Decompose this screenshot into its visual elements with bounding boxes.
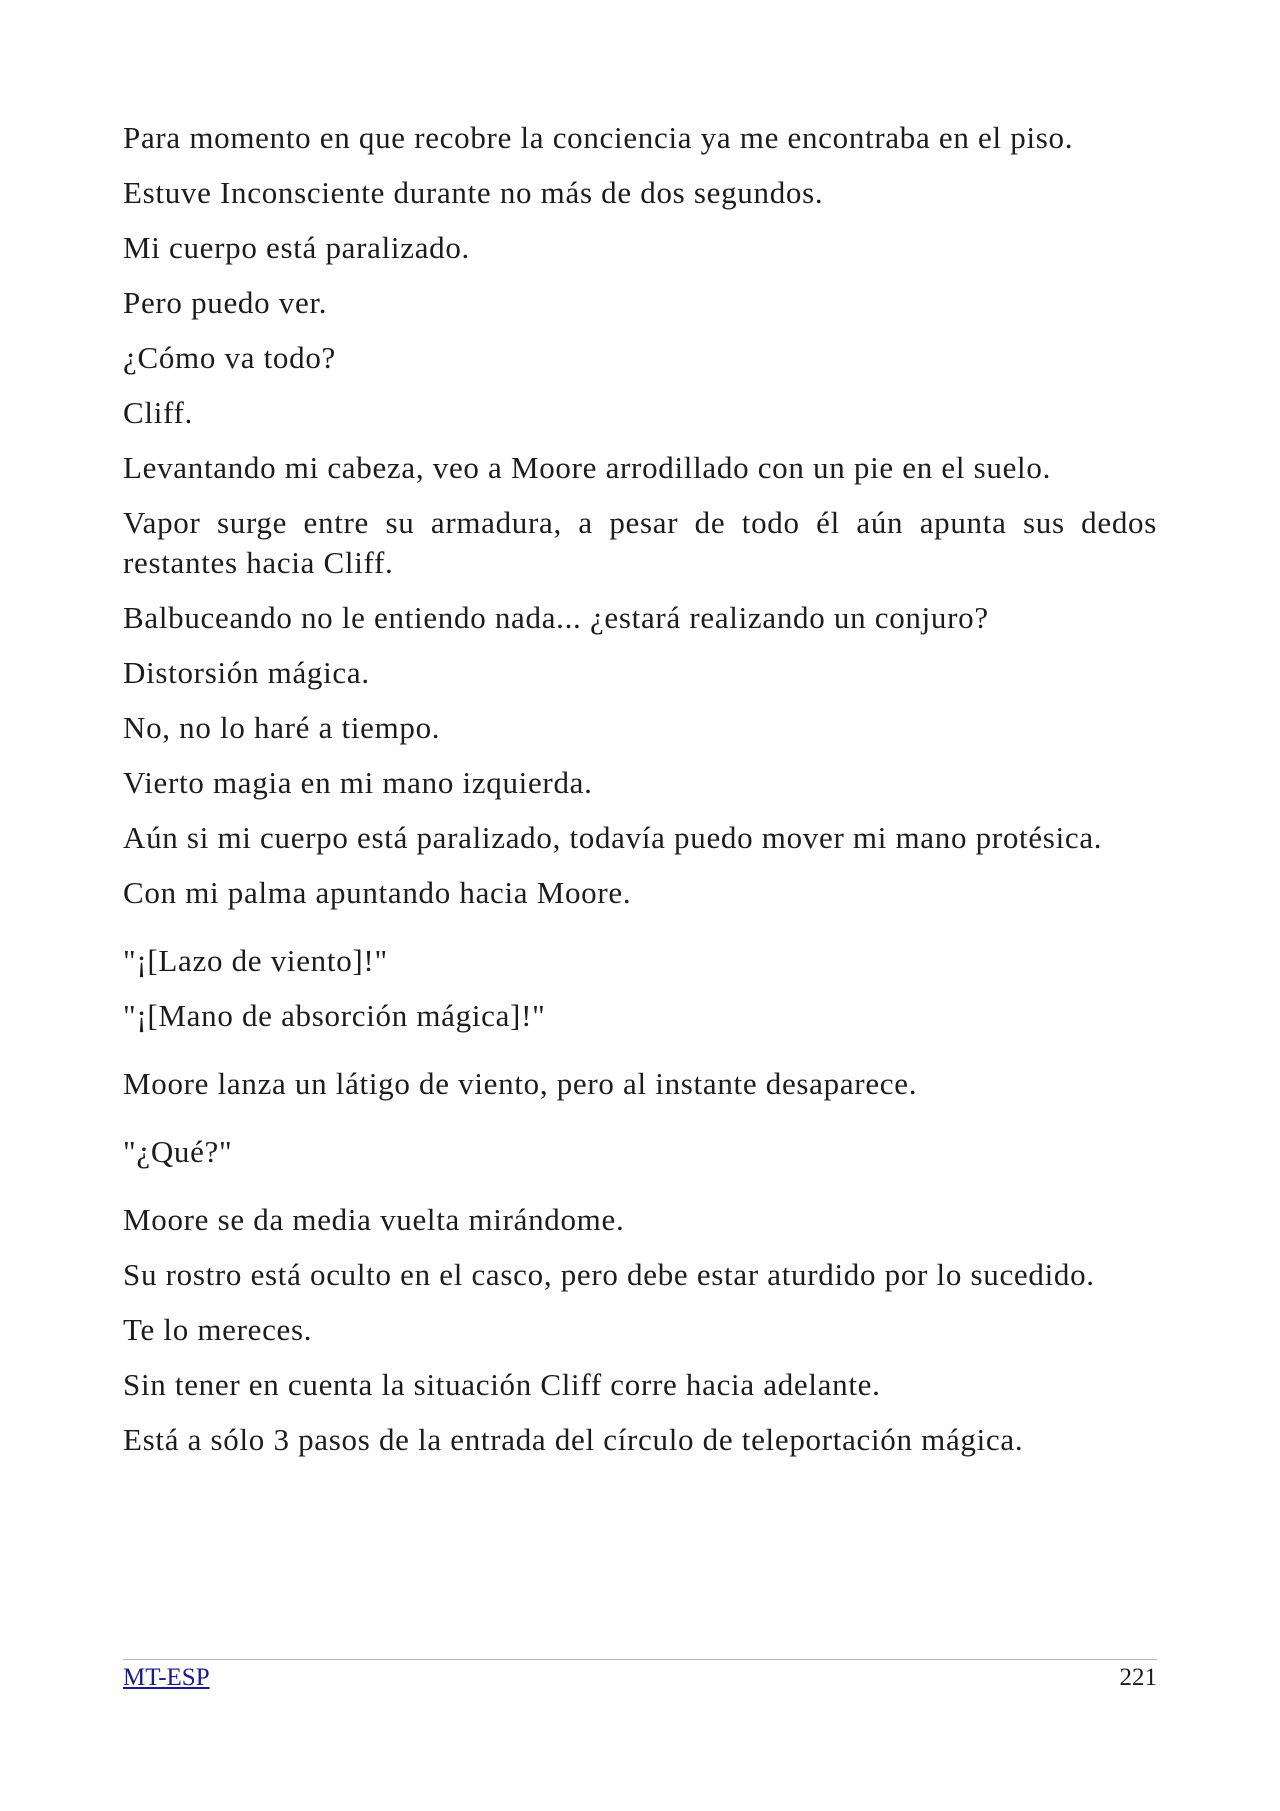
- paragraph: Con mi palma apuntando hacia Moore.: [123, 875, 632, 910]
- paragraph: Levantando mi cabeza, veo a Moore arrodillado con un pie en el suelo.: [123, 450, 1052, 485]
- paragraph: "¿Qué?": [123, 1134, 233, 1169]
- paragraph: Sin tener en cuenta la situación Cliff corre hacia adelante.: [123, 1367, 881, 1402]
- paragraph: Aún si mi cuerpo está paralizado, todavía puedo mover mi mano protésica.: [123, 820, 1103, 855]
- paragraph: Vapor surge entre su armadura, a pesar de todo él aún apunta sus dedos restantes hacia Cliff.: [123, 505, 1157, 580]
- paragraph: Moore se da media vuelta mirándome.: [123, 1202, 625, 1237]
- paragraph: Pero puedo ver.: [123, 285, 328, 320]
- paragraph: "¡[Lazo de viento]!": [123, 943, 388, 978]
- paragraph: Te lo mereces.: [123, 1312, 313, 1347]
- footer-link[interactable]: MT-ESP: [123, 1664, 210, 1691]
- paragraph: Mi cuerpo está paralizado.: [123, 230, 470, 265]
- page-body: [123, 118, 1157, 1475]
- paragraph: Distorsión mágica.: [123, 655, 370, 690]
- paragraph: "¡[Mano de absorción mágica]!": [123, 998, 546, 1033]
- paragraph: No, no lo haré a tiempo.: [123, 710, 441, 745]
- page-number: 221: [1119, 1664, 1157, 1691]
- paragraph: Moore lanza un látigo de viento, pero al instante desaparece.: [123, 1066, 918, 1101]
- paragraph: Está a sólo 3 pasos de la entrada del círculo de teleportación mágica.: [123, 1422, 1024, 1457]
- paragraph: ¿Cómo va todo?: [123, 340, 336, 375]
- paragraph: Balbuceando no le entiendo nada... ¿estará realizando un conjuro?: [123, 600, 989, 635]
- paragraph: Para momento en que recobre la conciencia ya me encontraba en el piso.: [123, 120, 1074, 155]
- page-footer: [123, 1659, 1157, 1692]
- paragraph: Estuve Inconsciente durante no más de dos segundos.: [123, 175, 824, 210]
- paragraph: Cliff.: [123, 395, 193, 430]
- paragraph: Vierto magia en mi mano izquierda.: [123, 765, 593, 800]
- paragraph: Su rostro está oculto en el casco, pero debe estar aturdido por lo sucedido.: [123, 1257, 1095, 1292]
